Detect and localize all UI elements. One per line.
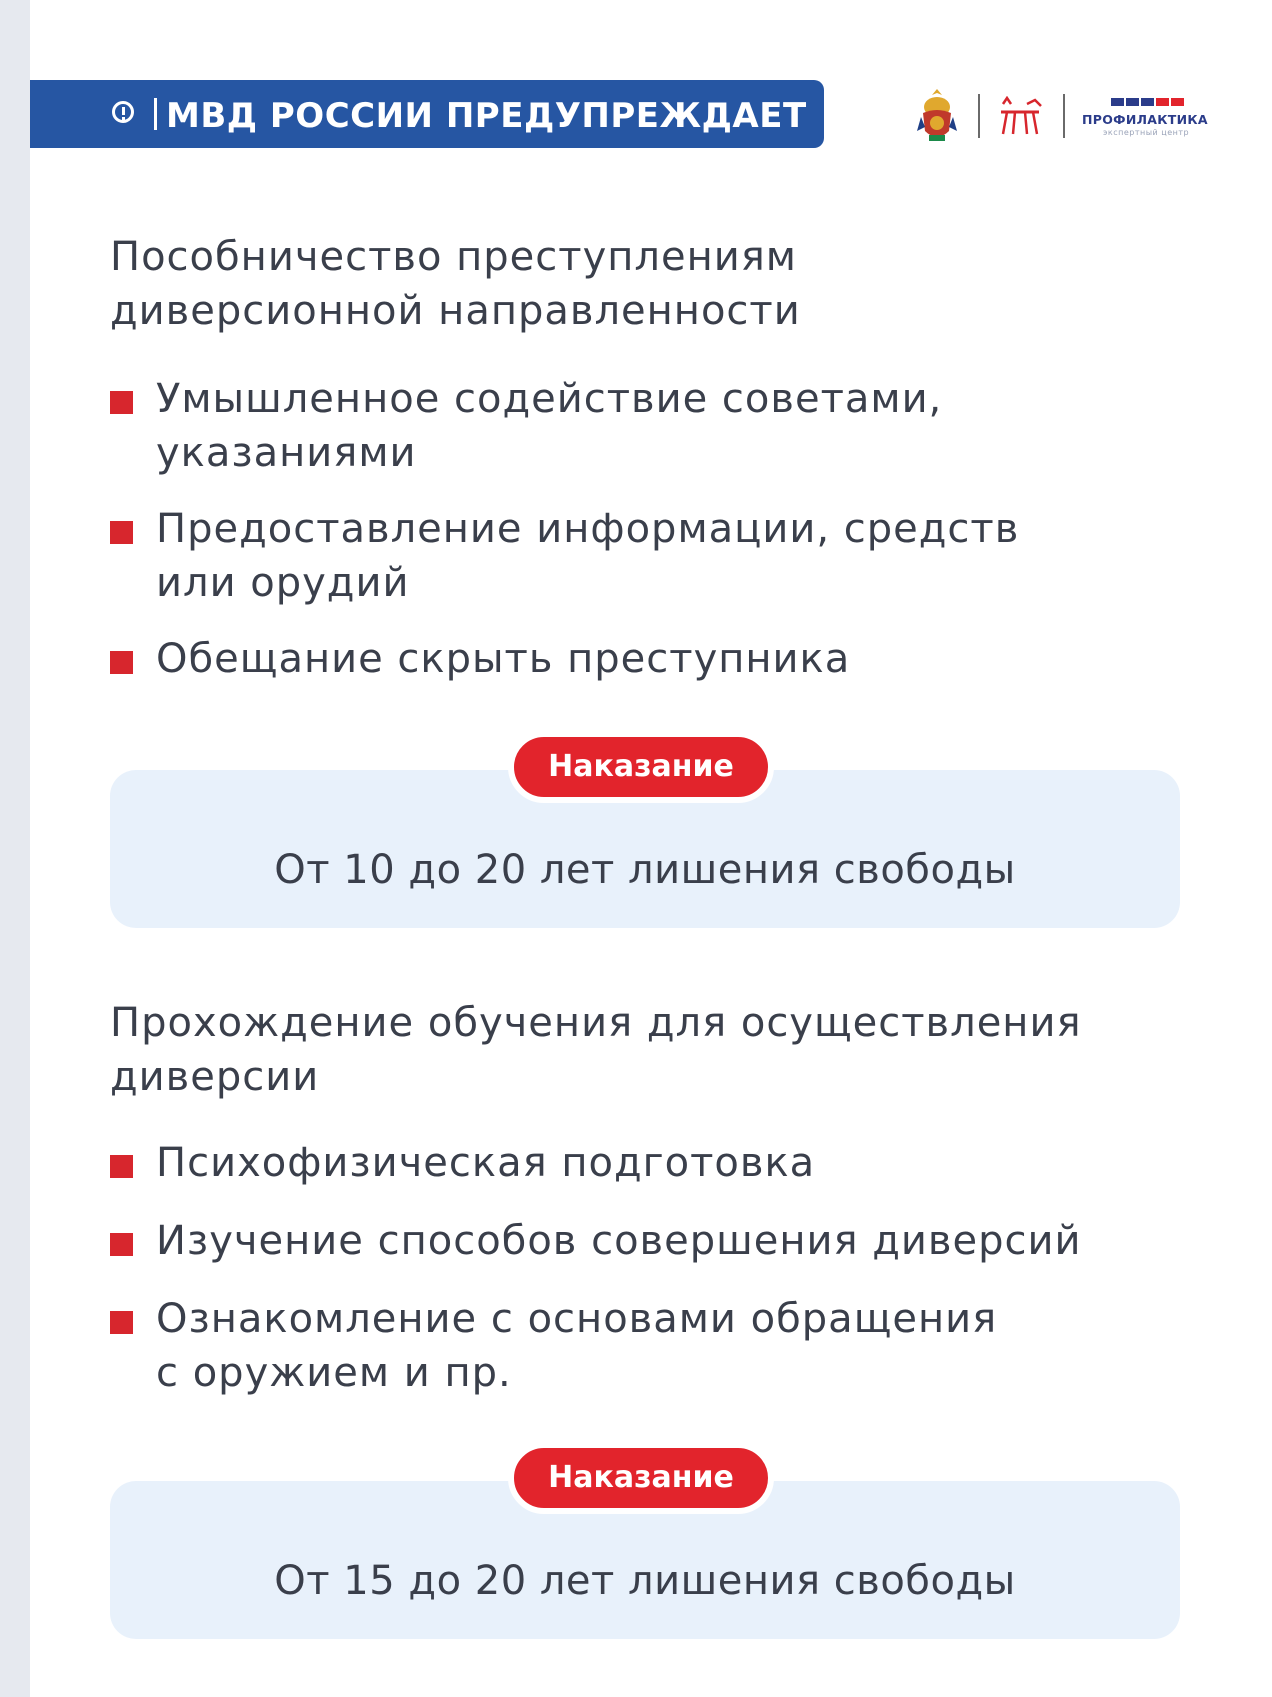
bullet-marker xyxy=(110,521,133,544)
bullet-marker xyxy=(110,1233,133,1256)
list-item: Психофизическая подготовка xyxy=(110,1136,1081,1190)
alert-circle-icon xyxy=(112,101,134,123)
section-title: Прохождение обучения для осуществления диверсии xyxy=(110,1000,1082,1100)
museum-logo-icon xyxy=(997,96,1043,136)
bullet-marker xyxy=(110,1311,133,1334)
mvd-emblem-icon xyxy=(915,87,959,145)
list-item: Предоставление информации, средств или орудий xyxy=(110,502,1019,610)
partner-subtitle: экспертный центр xyxy=(1103,128,1190,137)
bullet-marker xyxy=(110,651,133,674)
list-item: Изучение способов совершения диверсий xyxy=(110,1214,1081,1268)
header-title: МВД РОССИИ ПРЕДУПРЕЖДАЕТ xyxy=(166,96,807,136)
partner-name: ПРОФИЛАКТИКА xyxy=(1082,112,1208,127)
section-title: Пособничество преступлениям диверсионной направленности xyxy=(110,234,801,334)
header-banner xyxy=(30,80,824,148)
penalty-text: От 10 до 20 лет лишения свободы xyxy=(274,847,1016,893)
penalty-label: Наказание xyxy=(508,731,774,803)
logo-divider xyxy=(978,94,980,138)
poster-page xyxy=(30,0,1272,1697)
list-item: Ознакомление с основами обращения с оружием и пр. xyxy=(110,1292,1081,1400)
bullet-marker xyxy=(110,391,133,414)
bullet-marker xyxy=(110,1155,133,1178)
bullet-list xyxy=(110,1136,1081,1400)
partner-stripes xyxy=(1111,98,1187,106)
list-item: Обещание скрыть преступника xyxy=(110,632,1019,686)
penalty-label: Наказание xyxy=(508,1442,774,1514)
list-item: Умышленное содействие советами, указаниями xyxy=(110,372,1019,480)
penalty-text: От 15 до 20 лет лишения свободы xyxy=(274,1558,1016,1604)
header-divider xyxy=(154,98,157,130)
bullet-list xyxy=(110,372,1019,686)
partner-logos xyxy=(885,82,1245,148)
logo-divider xyxy=(1063,94,1065,138)
